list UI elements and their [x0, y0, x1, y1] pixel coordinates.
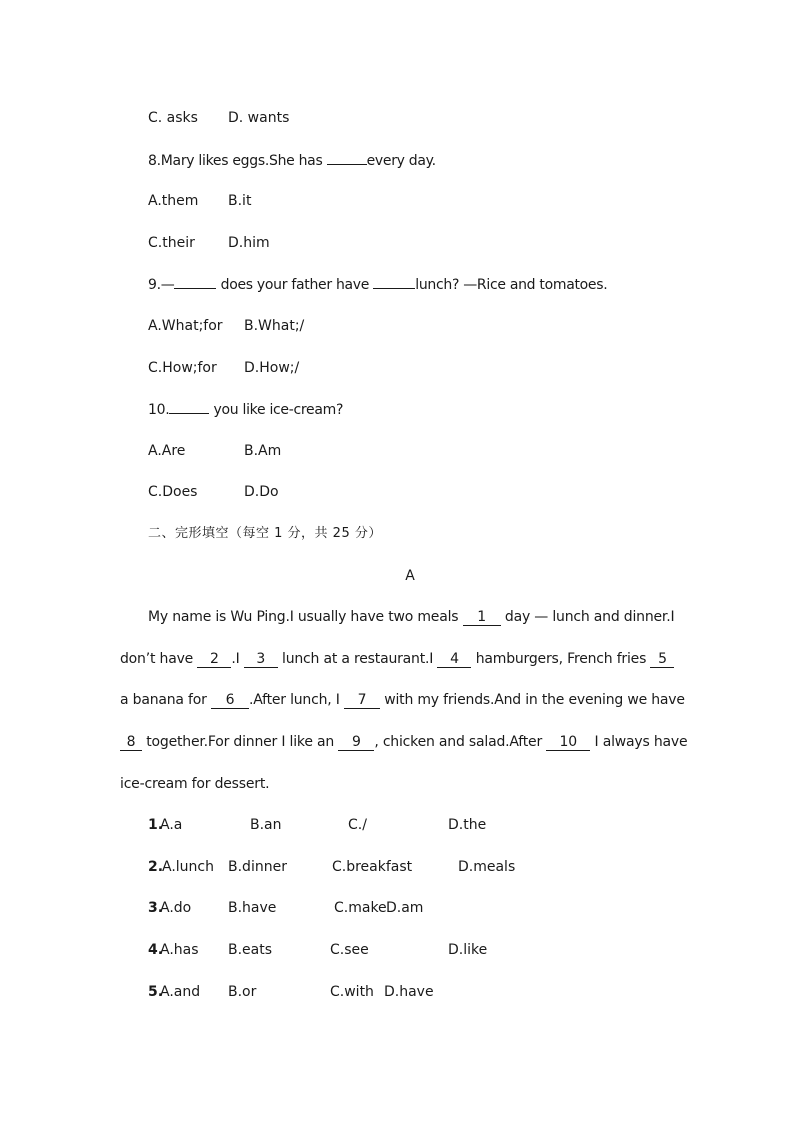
q7-options-cd — [148, 108, 548, 128]
blank-7: 7 — [344, 692, 380, 709]
q8-suffix: every day. — [366, 153, 436, 169]
q9-blank-1 — [174, 274, 216, 289]
q9-options-ab — [148, 316, 548, 336]
q9-option-d: D.How;/ — [244, 360, 300, 376]
q8-blank — [327, 150, 367, 165]
q9-blank-2 — [373, 274, 415, 289]
passage-text: lunch at a restaurant.I — [277, 651, 438, 667]
cloze-option-a: A.and — [160, 984, 201, 1000]
blank-10: 10 — [546, 734, 590, 751]
q10-suffix: you like ice-cream? — [209, 402, 344, 418]
cloze-option-b: B.or — [228, 984, 257, 1000]
cloze-number: 5. — [148, 984, 164, 1000]
blank-6: 6 — [211, 692, 249, 709]
passage-line-4 — [120, 732, 687, 752]
blank-8: 8 — [120, 734, 142, 751]
q9-option-c: C.How;for — [148, 360, 217, 376]
q10-blank — [169, 399, 209, 414]
cloze-option-b: B.dinner — [228, 859, 287, 875]
passage-text: day — lunch and dinner.I — [500, 609, 675, 625]
cloze-option-d: D.have — [384, 984, 434, 1000]
cloze-option-b: B.an — [250, 817, 282, 833]
blank-5: 5 — [650, 651, 674, 668]
cloze-number: 3. — [148, 900, 164, 916]
passage-line-1 — [148, 607, 674, 627]
passage-text: .I — [231, 651, 244, 667]
cloze-option-c: C.see — [330, 942, 369, 958]
passage-text: hamburgers, French fries — [471, 651, 651, 667]
blank-3: 3 — [244, 651, 278, 668]
q8-option-a: A.them — [148, 193, 199, 209]
cloze-option-a: A.a — [160, 817, 183, 833]
cloze-option-a: A.do — [160, 900, 192, 916]
question-9 — [148, 274, 607, 294]
cloze-options-4 — [148, 940, 568, 960]
cloze-options-2 — [148, 857, 568, 877]
q9-option-b: B.What;/ — [244, 318, 305, 334]
passage-text: My name is Wu Ping.I usually have two meals — [148, 609, 463, 625]
cloze-number: 4. — [148, 942, 164, 958]
cloze-option-c: C.breakfast — [332, 859, 413, 875]
passage-text: , chicken and salad.After — [374, 734, 547, 750]
q8-prefix: 8.Mary likes eggs.She has — [148, 153, 327, 169]
section-2-title: 二、完形填空（每空 1 分，共 25 分） — [148, 526, 382, 541]
cloze-option-a: A.lunch — [162, 859, 214, 875]
blank-4: 4 — [437, 651, 471, 668]
cloze-option-d: D.am — [386, 900, 424, 916]
q10-option-a: A.Are — [148, 443, 186, 459]
cloze-option-d: D.meals — [458, 859, 516, 875]
q9-suffix: lunch? —Rice and tomatoes. — [415, 277, 608, 293]
q9-options-cd — [148, 358, 548, 378]
q7-option-c: C. asks — [148, 110, 198, 126]
q8-option-b: B.it — [228, 193, 252, 209]
question-8 — [148, 150, 436, 170]
passage-text: .After lunch, I — [248, 692, 344, 708]
q10-option-d: D.Do — [244, 484, 279, 500]
q9-mid: does your father have — [216, 277, 374, 293]
q9-prefix: 9.— — [148, 277, 175, 293]
passage-label: A — [405, 568, 415, 584]
blank-9: 9 — [338, 734, 374, 751]
passage-line-3 — [120, 690, 685, 710]
cloze-option-d: D.the — [448, 817, 487, 833]
q9-option-a: A.What;for — [148, 318, 223, 334]
cloze-option-c: C.with — [330, 984, 374, 1000]
question-10 — [148, 399, 343, 419]
cloze-option-b: B.eats — [228, 942, 273, 958]
cloze-option-a: A.has — [160, 942, 199, 958]
q7-option-d: D. wants — [228, 110, 290, 126]
q10-option-c: C.Does — [148, 484, 198, 500]
passage-text: with my friends.And in the evening we have — [379, 692, 685, 708]
cloze-options-3 — [148, 898, 568, 918]
cloze-number: 1. — [148, 817, 164, 833]
cloze-options-5 — [148, 982, 568, 1002]
cloze-option-b: B.have — [228, 900, 277, 916]
cloze-options-1 — [148, 815, 568, 835]
q10-options-cd — [148, 482, 548, 502]
q10-options-ab — [148, 441, 548, 461]
cloze-option-d: D.like — [448, 942, 488, 958]
q10-prefix: 10. — [148, 402, 170, 418]
cloze-number: 2. — [148, 859, 164, 875]
passage-text: a banana for — [120, 692, 211, 708]
cloze-option-c: C./ — [348, 817, 367, 833]
q8-option-c: C.their — [148, 235, 195, 251]
passage-line-2 — [120, 649, 674, 669]
passage-text: I always have — [590, 734, 688, 750]
q10-option-b: B.Am — [244, 443, 282, 459]
passage-text: together.For dinner I like an — [142, 734, 339, 750]
passage-text: don’t have — [120, 651, 198, 667]
q8-option-d: D.him — [228, 235, 270, 251]
blank-2: 2 — [197, 651, 231, 668]
q8-options-ab — [148, 191, 548, 211]
q8-options-cd — [148, 233, 548, 253]
passage-line-5: ice-cream for dessert. — [120, 776, 270, 792]
blank-1: 1 — [463, 609, 501, 626]
cloze-option-c: C.make — [334, 900, 387, 916]
